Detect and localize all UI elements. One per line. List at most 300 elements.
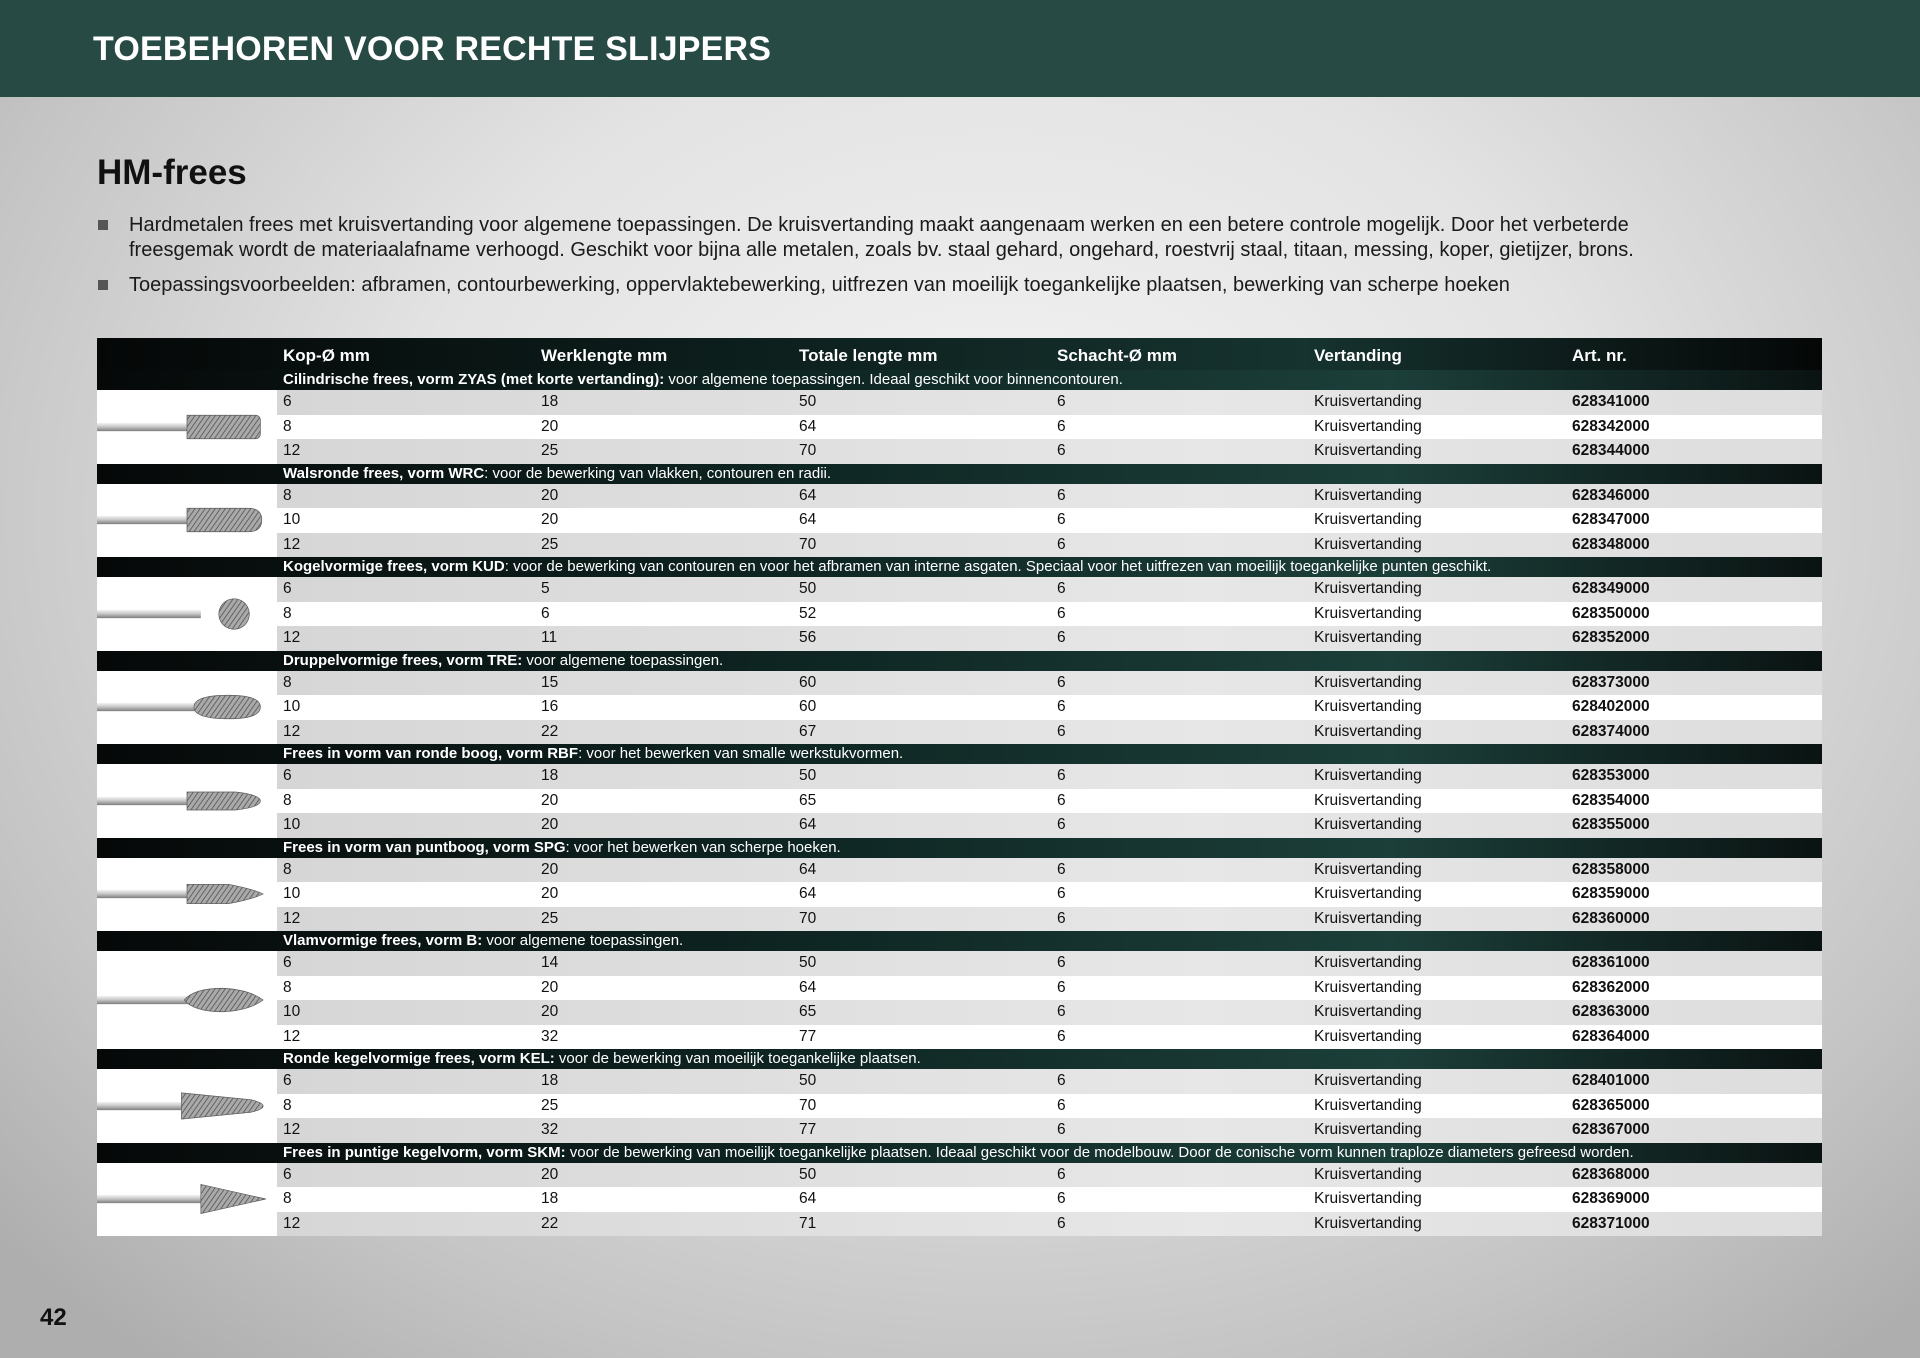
table-row — [277, 508, 1822, 533]
group-header — [97, 1049, 1822, 1069]
cell-schacht-diameter: 6 — [1057, 604, 1066, 622]
cell-schacht-diameter: 6 — [1057, 580, 1066, 597]
table-row — [277, 764, 1822, 789]
cell-schacht-diameter: 6 — [1057, 791, 1066, 809]
cell-totale-lengte: 50 — [799, 1072, 817, 1089]
table-row — [277, 882, 1822, 907]
cell-vertanding: Kruisvertanding — [1314, 1214, 1422, 1232]
burr-shaft — [97, 797, 201, 805]
flame-burr-icon — [97, 965, 277, 1035]
cell-werklengte: 20 — [541, 860, 559, 878]
group-header-text — [283, 651, 723, 671]
table-row — [277, 813, 1822, 838]
cell-art-nr: 628355000 — [1572, 816, 1650, 833]
cell-kop-diameter: 6 — [283, 767, 292, 784]
cell-schacht-diameter: 6 — [1057, 1096, 1066, 1114]
cell-art-nr: 628364000 — [1572, 1027, 1650, 1045]
table-row — [277, 390, 1822, 415]
cell-art-nr: 628365000 — [1572, 1096, 1650, 1114]
cell-vertanding: Kruisvertanding — [1314, 978, 1422, 996]
group-header-text — [283, 1049, 921, 1069]
cell-art-nr: 628367000 — [1572, 1121, 1650, 1138]
cell-werklengte: 25 — [541, 909, 559, 927]
cell-totale-lengte: 65 — [799, 791, 817, 809]
cell-art-nr: 628350000 — [1572, 604, 1650, 622]
cell-schacht-diameter: 6 — [1057, 1072, 1066, 1089]
round-nose-cylinder-burr-icon — [97, 485, 277, 555]
group-header-text — [283, 370, 1123, 390]
cell-werklengte: 20 — [541, 791, 559, 809]
cell-werklengte: 20 — [541, 978, 559, 996]
cell-werklengte: 18 — [541, 1190, 559, 1207]
cell-totale-lengte: 70 — [799, 442, 817, 459]
cell-schacht-diameter: 6 — [1057, 1027, 1066, 1045]
table-row — [277, 1025, 1822, 1050]
product-image — [97, 671, 277, 745]
cell-kop-diameter: 12 — [283, 442, 301, 459]
cell-werklengte: 15 — [541, 673, 559, 691]
cell-art-nr: 628374000 — [1572, 722, 1650, 740]
cell-totale-lengte: 60 — [799, 673, 817, 691]
burr-head — [184, 988, 263, 1012]
bullet-square-icon — [98, 220, 108, 230]
tree-radius-burr-icon — [97, 766, 277, 836]
cell-werklengte: 25 — [541, 535, 559, 553]
group-header — [97, 744, 1822, 764]
product-group — [97, 464, 1822, 558]
burr-shaft — [97, 703, 201, 711]
cell-totale-lengte: 60 — [799, 698, 817, 715]
cell-kop-diameter: 8 — [283, 673, 292, 691]
cell-kop-diameter: 8 — [283, 1096, 292, 1114]
cone-pointed-burr-icon — [97, 1164, 277, 1234]
group-header — [97, 370, 1822, 390]
cell-totale-lengte: 50 — [799, 954, 817, 971]
cell-vertanding: Kruisvertanding — [1314, 442, 1422, 459]
cell-art-nr: 628353000 — [1572, 767, 1650, 784]
cell-schacht-diameter: 6 — [1057, 1190, 1066, 1207]
group-title: Walsronde frees, vorm WRC — [283, 464, 485, 482]
cell-werklengte: 20 — [541, 1003, 559, 1020]
cell-totale-lengte: 50 — [799, 393, 817, 410]
cell-art-nr: 628346000 — [1572, 486, 1650, 504]
cell-kop-diameter: 10 — [283, 1003, 301, 1020]
table-row — [277, 1094, 1822, 1119]
cell-werklengte: 6 — [541, 604, 550, 622]
burr-head — [187, 508, 262, 532]
cell-kop-diameter: 6 — [283, 954, 292, 971]
cell-art-nr: 628354000 — [1572, 791, 1650, 809]
group-body — [97, 951, 1822, 1049]
product-table — [97, 338, 1822, 1236]
product-image — [97, 577, 277, 651]
group-body — [97, 577, 1822, 651]
cell-werklengte: 16 — [541, 698, 559, 715]
cell-werklengte: 18 — [541, 393, 559, 410]
table-row — [277, 671, 1822, 696]
cell-werklengte: 14 — [541, 954, 559, 971]
cell-schacht-diameter: 6 — [1057, 954, 1066, 971]
cell-totale-lengte: 70 — [799, 535, 817, 553]
column-header-vertanding: Vertanding — [1314, 346, 1402, 365]
cell-vertanding: Kruisvertanding — [1314, 816, 1422, 833]
cell-kop-diameter: 12 — [283, 1214, 301, 1232]
cell-werklengte: 20 — [541, 486, 559, 504]
column-header-kop-diameter: Kop-Ø mm — [283, 346, 370, 365]
cell-vertanding: Kruisvertanding — [1314, 722, 1422, 740]
column-header-schacht-diameter: Schacht-Ø mm — [1057, 346, 1177, 365]
cell-schacht-diameter: 6 — [1057, 698, 1066, 715]
group-header — [97, 931, 1822, 951]
cell-totale-lengte: 56 — [799, 629, 817, 646]
group-header — [97, 557, 1822, 577]
cell-art-nr: 628373000 — [1572, 673, 1650, 691]
cell-art-nr: 628361000 — [1572, 954, 1650, 971]
cell-art-nr: 628342000 — [1572, 417, 1650, 435]
cell-totale-lengte: 70 — [799, 909, 817, 927]
group-description: : voor het bewerken van smalle werkstukvormen. — [578, 745, 904, 762]
burr-shaft — [97, 423, 201, 431]
group-header — [97, 1143, 1822, 1163]
cell-art-nr: 628352000 — [1572, 629, 1650, 646]
table-row — [277, 858, 1822, 883]
group-title: Frees in puntige kegelvorm, vorm SKM: — [283, 1143, 566, 1161]
cell-schacht-diameter: 6 — [1057, 816, 1066, 833]
burr-head — [201, 1185, 266, 1214]
bullet-square-icon — [98, 280, 108, 290]
product-group — [97, 1143, 1822, 1237]
bullet-text: Toepassingsvoorbeelden: afbramen, contourbewerking, oppervlaktebewerking, uitfrezen van moeilijk toegankelijke plaatsen, bewerking van scherpe hoeken — [129, 274, 1510, 296]
cell-vertanding: Kruisvertanding — [1314, 580, 1422, 597]
cell-vertanding: Kruisvertanding — [1314, 1190, 1422, 1207]
cell-kop-diameter: 10 — [283, 885, 301, 902]
column-header-totale-lengte: Totale lengte mm — [799, 346, 938, 365]
cell-art-nr: 628358000 — [1572, 860, 1650, 878]
burr-head — [187, 792, 260, 810]
cell-schacht-diameter: 6 — [1057, 535, 1066, 553]
cell-werklengte: 20 — [541, 417, 559, 435]
tree-pointed-burr-icon — [97, 859, 277, 929]
cell-schacht-diameter: 6 — [1057, 442, 1066, 459]
cell-kop-diameter: 10 — [283, 816, 301, 833]
cell-schacht-diameter: 6 — [1057, 486, 1066, 504]
cell-vertanding: Kruisvertanding — [1314, 954, 1422, 971]
burr-head — [187, 415, 260, 439]
cell-vertanding: Kruisvertanding — [1314, 535, 1422, 553]
header-bar — [0, 0, 1920, 97]
table-header — [97, 338, 1822, 370]
cell-totale-lengte: 71 — [799, 1214, 817, 1232]
table-row — [277, 415, 1822, 440]
description-bullet — [97, 213, 1717, 263]
burr-head — [187, 885, 263, 904]
cell-schacht-diameter: 6 — [1057, 1121, 1066, 1138]
cell-art-nr: 628369000 — [1572, 1190, 1650, 1207]
cell-kop-diameter: 6 — [283, 1165, 292, 1183]
cell-vertanding: Kruisvertanding — [1314, 511, 1422, 528]
product-image — [97, 484, 277, 558]
description-bullet — [97, 273, 1717, 298]
cell-vertanding: Kruisvertanding — [1314, 1096, 1422, 1114]
cell-art-nr: 628371000 — [1572, 1214, 1650, 1232]
cell-art-nr: 628401000 — [1572, 1072, 1650, 1089]
cell-vertanding: Kruisvertanding — [1314, 1027, 1422, 1045]
table-row — [277, 602, 1822, 627]
table-row — [277, 1212, 1822, 1237]
group-title: Vlamvormige frees, vorm B: — [283, 932, 483, 949]
cell-schacht-diameter: 6 — [1057, 909, 1066, 927]
cell-kop-diameter: 12 — [283, 629, 301, 646]
cell-kop-diameter: 8 — [283, 417, 292, 435]
ball-burr-icon — [97, 579, 277, 649]
cell-totale-lengte: 64 — [799, 1190, 817, 1207]
cell-vertanding: Kruisvertanding — [1314, 885, 1422, 902]
cell-vertanding: Kruisvertanding — [1314, 604, 1422, 622]
cell-art-nr: 628368000 — [1572, 1165, 1650, 1183]
cell-art-nr: 628402000 — [1572, 698, 1650, 715]
cell-vertanding: Kruisvertanding — [1314, 1072, 1422, 1089]
group-description: : voor het bewerken van scherpe hoeken. — [565, 838, 841, 856]
group-header — [97, 464, 1822, 484]
product-group — [97, 370, 1822, 464]
cell-werklengte: 22 — [541, 722, 559, 740]
cell-schacht-diameter: 6 — [1057, 629, 1066, 646]
cell-totale-lengte: 50 — [799, 580, 817, 597]
product-group — [97, 557, 1822, 651]
cell-werklengte: 25 — [541, 442, 559, 459]
group-body — [97, 764, 1822, 838]
cell-werklengte: 22 — [541, 1214, 559, 1232]
group-header — [97, 651, 1822, 671]
product-image — [97, 1163, 277, 1237]
cell-totale-lengte: 77 — [799, 1121, 817, 1138]
table-row — [277, 1000, 1822, 1025]
cell-kop-diameter: 8 — [283, 1190, 292, 1207]
cell-werklengte: 32 — [541, 1121, 559, 1138]
cell-schacht-diameter: 6 — [1057, 1003, 1066, 1020]
group-header — [97, 838, 1822, 858]
cell-vertanding: Kruisvertanding — [1314, 860, 1422, 878]
cell-vertanding: Kruisvertanding — [1314, 791, 1422, 809]
group-title: Frees in vorm van ronde boog, vorm RBF — [283, 745, 579, 762]
burr-shaft — [97, 516, 201, 524]
cell-totale-lengte: 64 — [799, 978, 817, 996]
cell-totale-lengte: 50 — [799, 767, 817, 784]
cell-vertanding: Kruisvertanding — [1314, 486, 1422, 504]
cell-kop-diameter: 10 — [283, 698, 301, 715]
cell-totale-lengte: 64 — [799, 885, 817, 902]
burr-head — [219, 599, 249, 629]
cell-totale-lengte: 50 — [799, 1165, 817, 1183]
cell-kop-diameter: 6 — [283, 1072, 292, 1089]
column-header-art-nr: Art. nr. — [1572, 346, 1627, 365]
page-number: 42 — [40, 1304, 67, 1331]
group-description: voor de bewerking van moeilijk toegankelijke plaatsen. — [554, 1050, 921, 1067]
table-row — [277, 907, 1822, 932]
table-body — [97, 370, 1822, 1236]
cell-vertanding: Kruisvertanding — [1314, 1003, 1422, 1020]
group-body — [97, 1163, 1822, 1237]
group-body — [97, 390, 1822, 464]
cell-schacht-diameter: 6 — [1057, 767, 1066, 784]
product-group — [97, 931, 1822, 1049]
group-header-text — [283, 744, 903, 764]
cell-kop-diameter: 6 — [283, 580, 292, 597]
cell-totale-lengte: 52 — [799, 604, 817, 622]
cell-art-nr: 628347000 — [1572, 511, 1650, 528]
group-body — [97, 858, 1822, 932]
cell-vertanding: Kruisvertanding — [1314, 698, 1422, 715]
table-row — [277, 577, 1822, 602]
cell-kop-diameter: 8 — [283, 791, 292, 809]
cell-werklengte: 20 — [541, 511, 559, 528]
product-image — [97, 858, 277, 932]
cell-schacht-diameter: 6 — [1057, 417, 1066, 435]
group-description: voor de bewerking van moeilijk toegankelijke plaatsen. Ideaal geschikt voor de modelbouw. Door de conische vorm kunnen traploze diameters gefreesd worden. — [565, 1143, 1634, 1161]
table-row — [277, 976, 1822, 1001]
cell-kop-diameter: 12 — [283, 535, 301, 553]
cell-kop-diameter: 6 — [283, 393, 292, 410]
group-body — [97, 484, 1822, 558]
cell-art-nr: 628341000 — [1572, 393, 1650, 410]
group-title: Cilindrische frees, vorm ZYAS (met korte vertanding): — [283, 371, 665, 388]
cell-kop-diameter: 8 — [283, 978, 292, 996]
cell-art-nr: 628359000 — [1572, 885, 1650, 902]
cell-totale-lengte: 67 — [799, 722, 817, 740]
cell-vertanding: Kruisvertanding — [1314, 629, 1422, 646]
cell-totale-lengte: 65 — [799, 1003, 817, 1020]
cell-totale-lengte: 64 — [799, 511, 817, 528]
cell-schacht-diameter: 6 — [1057, 1214, 1066, 1232]
cell-totale-lengte: 64 — [799, 417, 817, 435]
cell-werklengte: 25 — [541, 1096, 559, 1114]
table-row — [277, 720, 1822, 745]
cell-schacht-diameter: 6 — [1057, 885, 1066, 902]
group-title: Kogelvormige frees, vorm KUD — [283, 558, 505, 575]
group-body — [97, 1069, 1822, 1143]
cell-art-nr: 628349000 — [1572, 580, 1650, 597]
table-row — [277, 626, 1822, 651]
cell-schacht-diameter: 6 — [1057, 1165, 1066, 1183]
cell-totale-lengte: 64 — [799, 860, 817, 878]
table-row — [277, 1163, 1822, 1188]
product-group — [97, 1049, 1822, 1143]
section-title: HM-frees — [97, 153, 247, 192]
product-image — [97, 764, 277, 838]
burr-head — [194, 695, 260, 719]
cell-schacht-diameter: 6 — [1057, 860, 1066, 878]
burr-head — [181, 1093, 263, 1119]
cell-art-nr: 628362000 — [1572, 978, 1650, 996]
table-row — [277, 484, 1822, 509]
cell-kop-diameter: 8 — [283, 860, 292, 878]
cell-vertanding: Kruisvertanding — [1314, 393, 1422, 410]
cell-schacht-diameter: 6 — [1057, 978, 1066, 996]
group-description: voor algemene toepassingen. — [482, 932, 684, 949]
table-row — [277, 695, 1822, 720]
cell-totale-lengte: 70 — [799, 1096, 817, 1114]
cell-werklengte: 20 — [541, 885, 559, 902]
table-row — [277, 1069, 1822, 1094]
cell-art-nr: 628363000 — [1572, 1003, 1650, 1020]
burr-shaft — [97, 610, 201, 618]
product-group — [97, 651, 1822, 745]
group-description: voor algemene toepassingen. — [522, 651, 724, 669]
cell-werklengte: 11 — [541, 629, 558, 646]
product-image — [97, 390, 277, 464]
cell-kop-diameter: 10 — [283, 511, 301, 528]
group-description: voor algemene toepassingen. Ideaal geschikt voor binnencontouren. — [664, 371, 1123, 388]
group-header-text — [283, 1143, 1634, 1163]
product-group — [97, 744, 1822, 838]
cell-vertanding: Kruisvertanding — [1314, 909, 1422, 927]
product-image — [97, 951, 277, 1049]
description-list — [97, 213, 1717, 298]
cone-round-burr-icon — [97, 1071, 277, 1141]
group-body — [97, 671, 1822, 745]
cell-werklengte: 18 — [541, 767, 559, 784]
table-row — [277, 789, 1822, 814]
group-header-text — [283, 931, 683, 951]
cell-art-nr: 628344000 — [1572, 442, 1650, 459]
group-header-text — [283, 464, 831, 484]
cell-schacht-diameter: 6 — [1057, 393, 1066, 410]
cell-kop-diameter: 12 — [283, 1121, 301, 1138]
cell-schacht-diameter: 6 — [1057, 722, 1066, 740]
cell-schacht-diameter: 6 — [1057, 511, 1066, 528]
cell-art-nr: 628348000 — [1572, 535, 1650, 553]
oval-burr-icon — [97, 672, 277, 742]
cell-vertanding: Kruisvertanding — [1314, 673, 1422, 691]
cell-kop-diameter: 8 — [283, 604, 292, 622]
burr-shaft — [97, 890, 201, 898]
product-image — [97, 1069, 277, 1143]
cell-kop-diameter: 12 — [283, 1027, 301, 1045]
cell-werklengte: 5 — [541, 580, 550, 597]
cell-totale-lengte: 64 — [799, 486, 817, 504]
cell-vertanding: Kruisvertanding — [1314, 417, 1422, 435]
cylinder-burr-icon — [97, 392, 277, 462]
table-row — [277, 1118, 1822, 1143]
cell-kop-diameter: 12 — [283, 722, 301, 740]
cell-werklengte: 20 — [541, 816, 559, 833]
table-row — [277, 1187, 1822, 1212]
column-header-werklengte: Werklengte mm — [541, 346, 668, 365]
group-title: Druppelvormige frees, vorm TRE: — [283, 651, 523, 669]
table-row — [277, 951, 1822, 976]
cell-kop-diameter: 12 — [283, 909, 301, 927]
cell-vertanding: Kruisvertanding — [1314, 1165, 1422, 1183]
group-header-text — [283, 838, 841, 858]
group-description: : voor de bewerking van vlakken, contouren en radii. — [484, 464, 832, 482]
table-row — [277, 439, 1822, 464]
group-header-text — [283, 557, 1491, 577]
cell-kop-diameter: 8 — [283, 486, 292, 504]
cell-totale-lengte: 77 — [799, 1027, 817, 1045]
cell-vertanding: Kruisvertanding — [1314, 1121, 1422, 1138]
group-description: : voor de bewerking van contouren en voor het afbramen van interne asgaten. Speciaal voor het uitfrezen van moeilijk toegankelijke punten geschikt. — [504, 558, 1492, 575]
cell-schacht-diameter: 6 — [1057, 673, 1066, 691]
group-title: Ronde kegelvormige frees, vorm KEL: — [283, 1050, 555, 1067]
cell-werklengte: 18 — [541, 1072, 559, 1089]
cell-werklengte: 32 — [541, 1027, 559, 1045]
cell-totale-lengte: 64 — [799, 816, 817, 833]
burr-shaft — [97, 1195, 201, 1203]
product-group — [97, 838, 1822, 932]
bullet-text: Hardmetalen frees met kruisvertanding voor algemene toepassingen. De kruisvertanding maakt aangenaam werken en een betere controle mogelijk. Door het verbeterde freesgemak wordt de materiaalafname verhoogd. Geschikt voor bijna alle metalen, zoals bv. staal gehard, ongehard, roestvrij staal, titaan, messing, koper, gietijzer, brons. — [129, 214, 1634, 261]
page-header-title: TOEBEHOREN VOOR RECHTE SLIJPERS — [93, 30, 772, 68]
cell-art-nr: 628360000 — [1572, 909, 1650, 927]
